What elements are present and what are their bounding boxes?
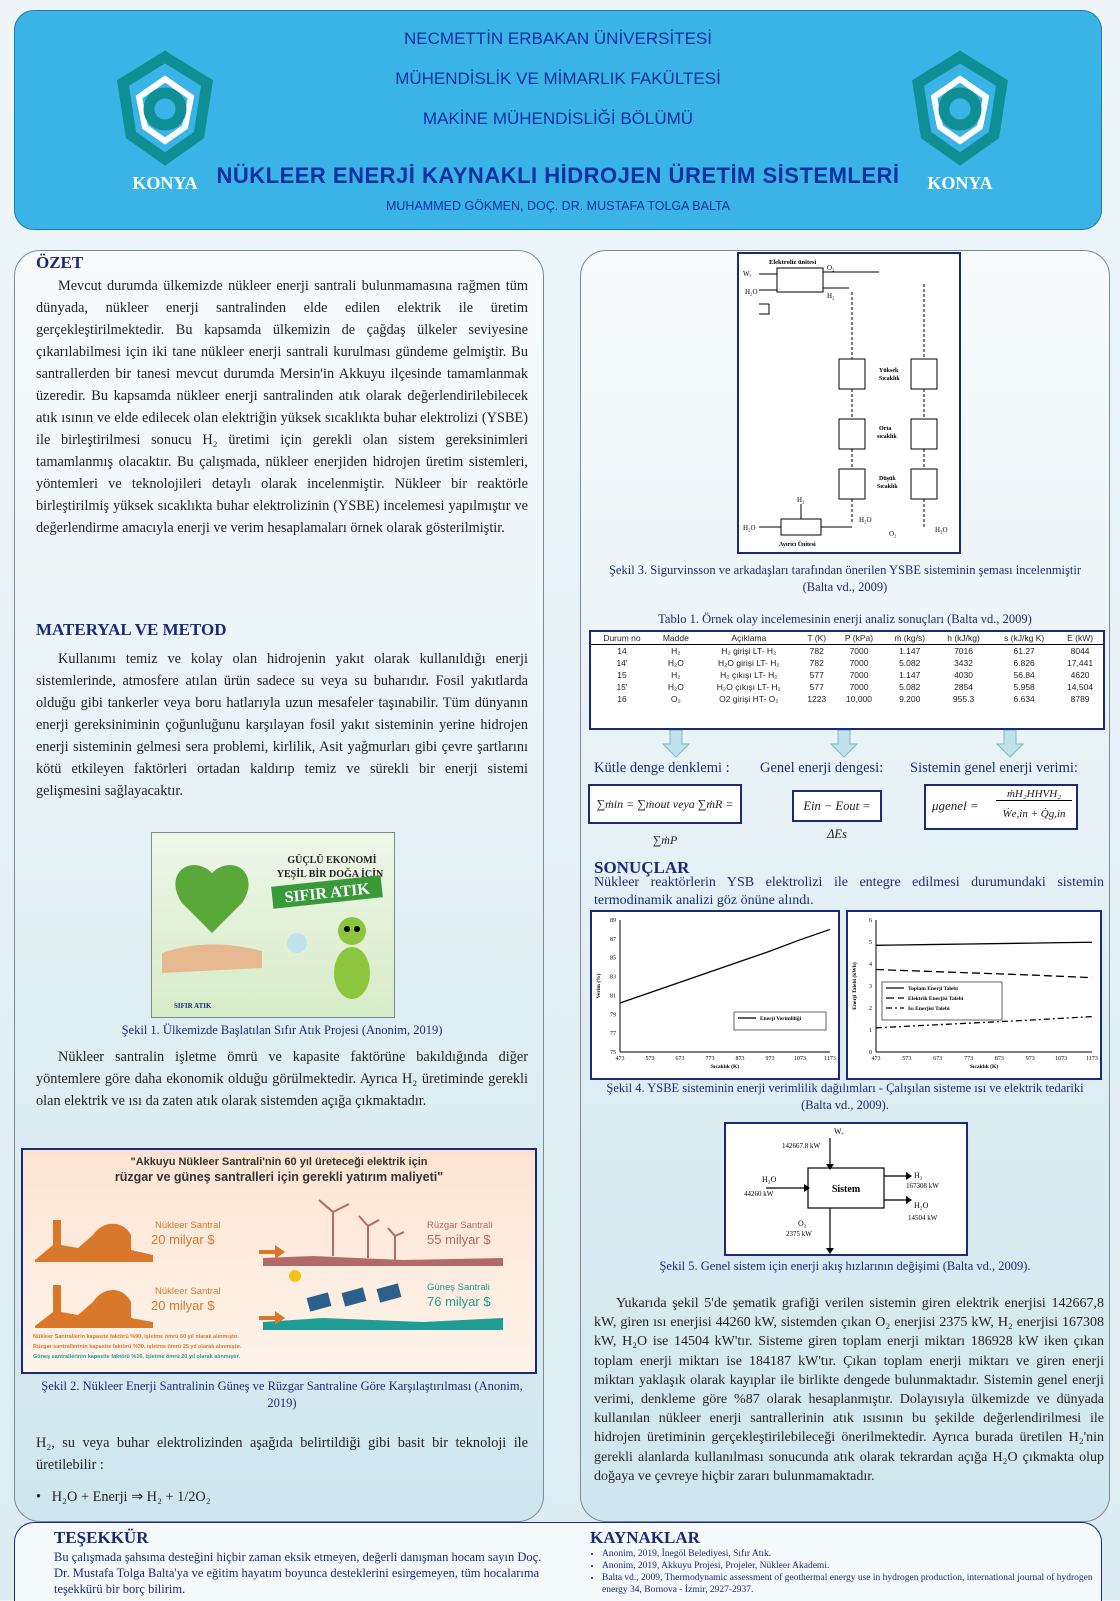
bullet-icon: •: [36, 1489, 52, 1505]
table-cell: 15': [616, 682, 628, 692]
y-axis-label: Enerji Talebi (kWh): [852, 962, 858, 1010]
reference-item: • Anonim, 2019, İnegöl Belediyesi, Sıfır Atık.: [602, 1548, 1102, 1560]
svg-text:H₂O: H₂O: [762, 1175, 777, 1184]
table-cell: H₂ girişi LT- H₂: [721, 646, 777, 656]
series-line-1: [876, 970, 1092, 978]
table-cell: 2854: [954, 682, 973, 692]
acknowledgement-text: Bu çalışmada şahsıma desteğini hiçbir zaman eksik etmeyen, değerli danışman hocam sayın Doç. Dr. Mustafa Tolga Balta'ya ve eğitim hayatım boyunca desteklerini esirgemeyen, tüm hocalarıma teşekkürü bir borç bilirim.: [54, 1550, 542, 1596]
svg-text:O₂: O₂: [827, 264, 835, 272]
poster-header: [14, 10, 1102, 230]
x-tick-label: 473: [871, 1056, 881, 1062]
table-row: [591, 645, 1103, 658]
nuclear-value-2: 20 milyar $: [151, 1298, 215, 1313]
figure-2-caption: Şekil 2. Nükleer Enerji Santralinin Güneş ve Rüzgar Santraline Göre Karşılaştırılması (Anonim, 2019): [41, 1379, 523, 1410]
y-tick-label: 2: [869, 1006, 872, 1012]
x-tick-label: 973: [765, 1056, 775, 1062]
y-tick-label: 87: [610, 936, 616, 943]
table-row: [591, 681, 1103, 693]
figure-1-zero-waste: [151, 832, 395, 1018]
materyal-text: Kullanımı temiz ve kolay olan hidrojenin yakıt olarak kullanıldığı enerji sistemlerinde, atmosfere atılan ürün sadece su veya su buharıdır. Fosil yakıtlarda olduğu gibi tankerler veya boru hatlarıyla uzun mesafeler taşınabilir. Tüm dünyanın enerji gereksiniminin çoğunluğunu karşılayan fosil yakıt sisteminin yerine hidrojen enerji sisteminin gelmesi sera problemi, kirlilik, Asit yağmurları gibi çevre şartlarını kötü etkileyen faktörleri ortadan kaldırıp temiz ve sürekli bir enerji sistemi gelişmesini sağlayacaktır.: [36, 651, 528, 799]
energy-balance-equation: Ein − Eout = ΔEs: [792, 790, 882, 822]
down-arrow-icon: [996, 730, 1024, 758]
figure-4-caption: Şekil 4. YSBE sisteminin enerji verimlilik dağılımları - Çalışılan sisteme ısı ve elektrik tedariki (Balta vd., 2009).: [606, 1081, 1084, 1112]
zero-waste-illustration-icon: [152, 833, 394, 1017]
efficiency-numerator: ṁH₂HHVH₂: [996, 788, 1072, 801]
efficiency-label: Sistemin genel enerji verimi:: [910, 760, 1078, 776]
svg-text:44260 kW: 44260 kW: [744, 1190, 774, 1198]
svg-text:YEŞİL BİR DOĞA İÇİN: YEŞİL BİR DOĞA İÇİN: [276, 869, 384, 880]
poster-title: NÜKLEER ENERJİ KAYNAKLI HİDROJEN ÜRETİM SİSTEMLERİ: [216, 163, 900, 188]
x-axis-label: Sıcaklık (K): [969, 1064, 999, 1070]
efficiency-equation: [924, 784, 1078, 830]
x-tick-label: 873: [994, 1056, 1004, 1062]
table-cell: 955.3: [952, 694, 975, 704]
y-tick-label: 75: [610, 1050, 616, 1056]
table-cell: 9.200: [899, 694, 921, 704]
table-1: [589, 630, 1105, 730]
figure-3-ysbe-schema: [737, 252, 961, 554]
x-tick-label: 973: [1025, 1056, 1035, 1062]
svg-text:Elektroliz ünitesi: Elektroliz ünitesi: [769, 259, 817, 266]
reference-item: • Anonim, 2019, Akkuyu Projesi, Projeler, Nükleer Akademi.: [602, 1560, 1102, 1572]
table-header-cell: Durum no: [591, 632, 653, 645]
svg-text:H₂: H₂: [914, 1171, 923, 1180]
x-tick-label: 473: [615, 1056, 625, 1062]
efficiency-denominator: Ẇe,in + Q̇g,in: [1002, 808, 1066, 820]
svg-text:Yüksek: Yüksek: [879, 368, 899, 374]
table-cell: 14,504: [1067, 682, 1094, 692]
figure-1-caption: Şekil 1. Ülkemizde Başlatılan Sıfır Atık Projesi (Anonim, 2019): [121, 1023, 443, 1037]
x-tick-label: 573: [902, 1056, 912, 1062]
figure-4b-energy-demand-chart: [846, 910, 1102, 1080]
y-tick-label: 79: [610, 1012, 616, 1019]
table-cell: H₂O girişi LT- H₂: [717, 658, 780, 668]
table-cell: 1.147: [899, 646, 921, 656]
table-cell: 782: [809, 646, 824, 656]
y-axis-label: Verim (%): [596, 973, 602, 999]
y-tick-label: 6: [869, 918, 872, 924]
x-tick-label: 1073: [794, 1056, 806, 1062]
x-tick-label: 673: [675, 1056, 685, 1062]
svg-text:Düşük: Düşük: [879, 476, 896, 482]
legend-label: Elektrik Enerjisi Talebi: [908, 996, 964, 1002]
wind-label: Rüzgar Santrali: [427, 1220, 493, 1231]
table-cell: H₂: [671, 670, 681, 680]
y-tick-label: 4: [869, 962, 872, 968]
table-cell: H₂O: [667, 658, 684, 668]
paragraph-electrolysis: H₂, su veya buhar elektrolizinden aşağıda belirtildiği gibi basit bir teknoloji ile üretilebilir :: [36, 1435, 528, 1473]
table-cell: 7016: [954, 646, 973, 656]
y-tick-label: 89: [610, 918, 616, 924]
table-cell: 61.27: [1013, 646, 1035, 656]
table-header-cell: Ė (kW): [1057, 632, 1103, 645]
table-cell: O₂: [670, 694, 681, 704]
energy-demand-line-chart: [848, 912, 1100, 1078]
table-cell: O2 girişi HT- O₂: [719, 694, 779, 704]
x-tick-label: 1173: [824, 1056, 836, 1062]
svg-text:14504 kW: 14504 kW: [908, 1214, 938, 1222]
mass-balance-label: Kütle denge denklemi :: [594, 760, 730, 776]
legend-label: Enerji Verimliliği: [760, 1016, 802, 1022]
figure-5-caption: Şekil 5. Genel sistem için enerji akış hızlarının değişimi (Balta vd., 2009).: [659, 1259, 1031, 1273]
reference-item: • Balta vd., 2009, Thermodynamic assessment of geothermal energy use in hydrogen production, international journal of hydrogen energy 34, Bornova - İzmir, 2927-2937.: [602, 1572, 1102, 1596]
authors: MUHAMMED GÖKMEN, DOÇ. DR. MUSTAFA TOLGA BALTA: [385, 199, 731, 213]
svg-text:Sıcaklık: Sıcaklık: [877, 484, 898, 490]
table-cell: 8044: [1070, 646, 1090, 656]
table-cell: 15: [617, 670, 627, 680]
svg-text:O₂: O₂: [889, 530, 897, 538]
references-list: [590, 1548, 1102, 1596]
svg-text:Ayırıcı Ünitesi: Ayırıcı Ünitesi: [779, 542, 816, 548]
table-cell: 8789: [1070, 694, 1090, 704]
svg-text:H₂O: H₂O: [914, 1201, 929, 1210]
fig2-title-line2: rüzgar ve güneş santralleri için gerekli yatırım maliyeti": [114, 1170, 444, 1184]
series-line-0: [620, 929, 830, 1003]
fig2-note-2: Rüzgar santrallerinin kapasite faktörü %30, işletme ömrü 25 yıl olarak alınmıştır.: [33, 1344, 242, 1350]
table-header-cell: h (kJ/kg): [936, 632, 991, 645]
table-cell: 7000: [849, 658, 869, 668]
table-cell: 16: [617, 694, 627, 704]
table-cell: 6.826: [1013, 658, 1035, 668]
svg-text:SIFIR ATIK: SIFIR ATIK: [283, 880, 371, 907]
table-row: [591, 669, 1103, 681]
svg-text:H₂O: H₂O: [935, 526, 948, 534]
legend-label: Isı Enerjisi Talebi: [908, 1006, 950, 1012]
table-header-cell: Madde: [653, 632, 699, 645]
legend-label: Toplam Enerji Talebi: [908, 986, 958, 992]
ozet-heading: ÖZET: [36, 253, 84, 272]
reaction-equation: H₂O + Enerji ⇒ H₂ + 1/2O₂: [51, 1489, 211, 1505]
table-cell: 577: [809, 682, 824, 692]
fig2-note-1: Nükleer Santrallerin kapasite faktörü %90, işletme ömrü 60 yıl olarak alınmıştır.: [33, 1334, 239, 1340]
figure-3-caption: Şekil 3. Sigurvinsson ve arkadaşları tarafından önerilen YSBE sisteminin şeması incelenmiştir (Balta vd., 2009): [608, 563, 1081, 594]
efficiency-lhs: μgenel =: [932, 798, 979, 813]
svg-text:SIFIR ATIK: SIFIR ATIK: [174, 1002, 212, 1010]
table-1-caption: Tablo 1. Örnek olay incelemesinin enerji analiz sonuçları (Balta vd., 2009): [658, 612, 1032, 626]
acknowledgement-heading: TEŞEKKÜR: [54, 1528, 149, 1547]
svg-text:GÜÇLÜ EKONOMİ: GÜÇLÜ EKONOMİ: [287, 855, 377, 866]
sonuclar-intro: Nükleer reaktörlerin YSB elektrolizi ile entegre edilmesi durumundaki sistemin termodinamik analizi göz önüne alındı.: [594, 875, 1104, 908]
y-tick-label: 0: [869, 1050, 872, 1056]
down-arrow-icon: [830, 730, 858, 758]
table-cell: 56.84: [1013, 670, 1035, 680]
ozet-text: Mevcut durumda ülkemizde nükleer enerji santrali bulunmamasına rağmen tüm dünyada, nükleer enerji santralinden elde edilen elektrik ile üretim gerçekleştirilmektedir. Bu kapsamda ülkemizin de çağdaş ülkeler seviyesine çıkarılabilmesi için iki tane nükleer enerji santrali kurulması gündeme gelmiştir. Bu santrallerden bir tanesi mevcut durumda Mersin'in Akkuyu ilçesinde tamamlanmak üzeredir. Bu kapsamda nükleer enerji santralinden atık olarak değerlendirilebilecek atık ısının ve elde edilecek olan elektriğin yüksek sıcaklıkta buhar elektrolizi (YSBE) ile birleştirilmesi sonucu H₂ üretimi için gerekli olan sistem gereksinimleri tamamlanmış olacaktır. Bu çalışmada, nükleer enerjiden hidrojen üretim sistemleri, yöntemleri ve teknolojileri detaylı olarak incelenmiştir. Nükleer bir reaktörle birleştirilmiş yüksek sıcaklıkta buhar elektrolizinin (YSBE) incelemesi yapılmıştır ve değerlendirme amacıyla enerji ve verim hesaplamaları örnek olarak gösterilmiştir.: [36, 278, 528, 536]
svg-text:Sistem: Sistem: [831, 1184, 861, 1195]
svg-text:KONYA: KONYA: [132, 173, 198, 193]
svg-text:H₂O: H₂O: [743, 524, 756, 532]
series-line-0: [876, 942, 1092, 945]
svg-text:H₂O: H₂O: [745, 288, 758, 296]
svg-text:O₂: O₂: [798, 1219, 807, 1228]
x-tick-label: 773: [705, 1056, 715, 1062]
y-tick-label: 1: [869, 1028, 872, 1034]
y-tick-label: 81: [610, 993, 616, 1000]
fig2-note-3: Güneş santrallerinin kapasite faktörü %16, işletme ömrü 20 yıl olarak alınmıştır.: [33, 1354, 240, 1360]
solar-value: 76 milyar $: [427, 1294, 491, 1309]
efficiency-line-chart: [592, 912, 838, 1078]
table-cell: 4030: [954, 670, 973, 680]
materyal-heading: MATERYAL VE METOD: [36, 620, 227, 639]
fig2-title-line1: "Akkuyu Nükleer Santrali'nin 60 yıl üreteceği elektrik için: [130, 1156, 428, 1168]
svg-text:Wₑ: Wₑ: [834, 1127, 844, 1136]
reaction-bullet: [36, 1486, 528, 1508]
table-cell: 782: [809, 658, 824, 668]
table-cell: 14': [616, 658, 628, 668]
svg-text:2375 kW: 2375 kW: [786, 1230, 812, 1238]
table-cell: H₂: [671, 646, 681, 656]
svg-text:H₂: H₂: [797, 496, 805, 504]
table-cell: 5.082: [899, 682, 921, 692]
table-cell: 4620: [1070, 670, 1090, 680]
nuclear-label-1: Nükleer Santral: [155, 1220, 221, 1231]
table-cell: 6.634: [1013, 694, 1035, 704]
table-cell: 1.147: [899, 670, 921, 680]
faculty-name: MÜHENDİSLİK VE MİMARLIK FAKÜLTESİ: [395, 69, 721, 88]
table-header-cell: T (K): [799, 632, 835, 645]
x-tick-label: 1073: [1055, 1056, 1068, 1062]
x-tick-label: 673: [933, 1056, 943, 1062]
mass-balance-equation: ∑ṁin = ∑ṁout veya ∑ṁR = ∑ṁP: [588, 784, 742, 824]
nuclear-label-2: Nükleer Santral: [155, 1286, 221, 1297]
y-tick-label: 77: [610, 1031, 616, 1038]
svg-text:142667.8 kW: 142667.8 kW: [782, 1142, 821, 1150]
department-name: MAKİNE MÜHENDİSLİĞİ BÖLÜMÜ: [422, 109, 694, 128]
energy-balance-label: Genel enerji dengesi:: [760, 760, 884, 776]
x-tick-label: 773: [964, 1056, 974, 1062]
y-tick-label: 3: [869, 984, 872, 990]
svg-text:Wₑ: Wₑ: [743, 270, 752, 278]
table-row: [591, 693, 1103, 705]
table-cell: H₂O: [667, 682, 684, 692]
table-cell: 14: [617, 646, 627, 656]
svg-text:H₂: H₂: [827, 292, 835, 300]
paragraph-economy: Nükleer santralin işletme ömrü ve kapasite faktörüne bakıldığında diğer yöntemlere göre daha ekonomik olduğu görülmektedir. Ayrıca H₂ üretiminde gerekli olan elektrik ve ısı da zaten atık olarak sistemden açığa çıkmaktadır.: [36, 1049, 528, 1109]
table-header-cell: Açıklama: [699, 632, 799, 645]
wind-value: 55 milyar $: [427, 1232, 491, 1247]
table-cell: 5.958: [1013, 682, 1035, 692]
table-cell: 3432: [954, 658, 973, 668]
figure-4a-efficiency-chart: [590, 910, 840, 1080]
svg-text:167308 kW: 167308 kW: [906, 1182, 939, 1190]
ysbe-schema-diagram-icon: [739, 254, 959, 552]
table-cell: 5.082: [899, 658, 921, 668]
table-cell: 7000: [849, 682, 869, 692]
energy-flow-diagram-icon: [726, 1124, 966, 1254]
x-tick-label: 1173: [1086, 1056, 1098, 1062]
table-header-cell: ṁ (kg/s): [883, 632, 935, 645]
x-axis-label: Sıcaklık (K): [710, 1064, 740, 1070]
down-arrow-icon: [662, 730, 690, 758]
energy-analysis-table: [591, 632, 1103, 705]
svg-text:Orta: Orta: [879, 426, 892, 432]
table-cell: H₂ çıkışı LT- H₂: [720, 670, 778, 680]
sonuclar-text: Yukarıda şekil 5'de şematik grafiği verilen sistemin giren elektrik enerjisi 142667,8 kW, giren ısı enerjisi 44260 kW, sistemden çıkan O₂ enerjisi 2375 kW, H₂ enerjisi 167308 kW, H₂O ise 14504 kW'tır. Sisteme giren toplam enerji miktarı 186928 kW iken çıkan toplam enerji miktarı ise 184187 kW'tır. Çıkan toplam enerji miktarı ve giren enerji miktarı yaklaşık olarak kayıplar ile birlikte dengede bulunmaktadır. Sistemin genel enerji verimi, denkleme göre %87 olarak hesaplanmıştır. Dolayısıyla ülkemizde ve dünyada kullanılan nükleer enerji santrallerinin atık ısısının bu şekilde değerlendirilmesi ile hidrojen üretiminin gerçekleştirilebileceği önerilmektedir. Ayrıca burada üretilen H₂'nin gerekli alanlarda kullanılması sonucunda atık olarak tekrardan açığa H₂O çıkmakta olup doğaya ve çevreye hiçbir zararı bulunmamaktadır.: [594, 1296, 1104, 1484]
table-row: [591, 657, 1103, 669]
svg-text:Sıcaklık: Sıcaklık: [879, 376, 900, 382]
solar-label: Güneş Santrali: [427, 1282, 490, 1293]
table-cell: 10,000: [846, 694, 873, 704]
table-cell: 17,441: [1067, 658, 1094, 668]
y-tick-label: 5: [869, 940, 872, 946]
university-name: NECMETTİN ERBAKAN ÜNİVERSİTESİ: [404, 29, 712, 48]
figure-2-cost-comparison: [21, 1148, 537, 1374]
figure-5-energy-flow: [724, 1122, 968, 1256]
svg-text:sıcaklık: sıcaklık: [877, 434, 897, 440]
table-cell: 1223: [807, 694, 827, 704]
nuclear-value-1: 20 milyar $: [151, 1232, 215, 1247]
x-tick-label: 873: [735, 1056, 745, 1062]
sonuclar-heading: SONUÇLAR: [594, 858, 690, 877]
table-header-cell: P (kPa): [835, 632, 884, 645]
table-cell: 7000: [849, 670, 869, 680]
table-cell: 577: [809, 670, 824, 680]
table-cell: H₂O çıkışı LT- H₂: [716, 682, 781, 692]
y-tick-label: 83: [610, 974, 616, 981]
svg-text:H₂O: H₂O: [859, 516, 872, 524]
svg-text:KONYA: KONYA: [927, 173, 993, 193]
table-header-row: [591, 632, 1103, 645]
x-tick-label: 573: [645, 1056, 655, 1062]
table-header-cell: s (kJ/kg K): [991, 632, 1057, 645]
references-heading: KAYNAKLAR: [590, 1528, 700, 1547]
table-cell: 7000: [849, 646, 869, 656]
y-tick-label: 85: [610, 955, 616, 962]
